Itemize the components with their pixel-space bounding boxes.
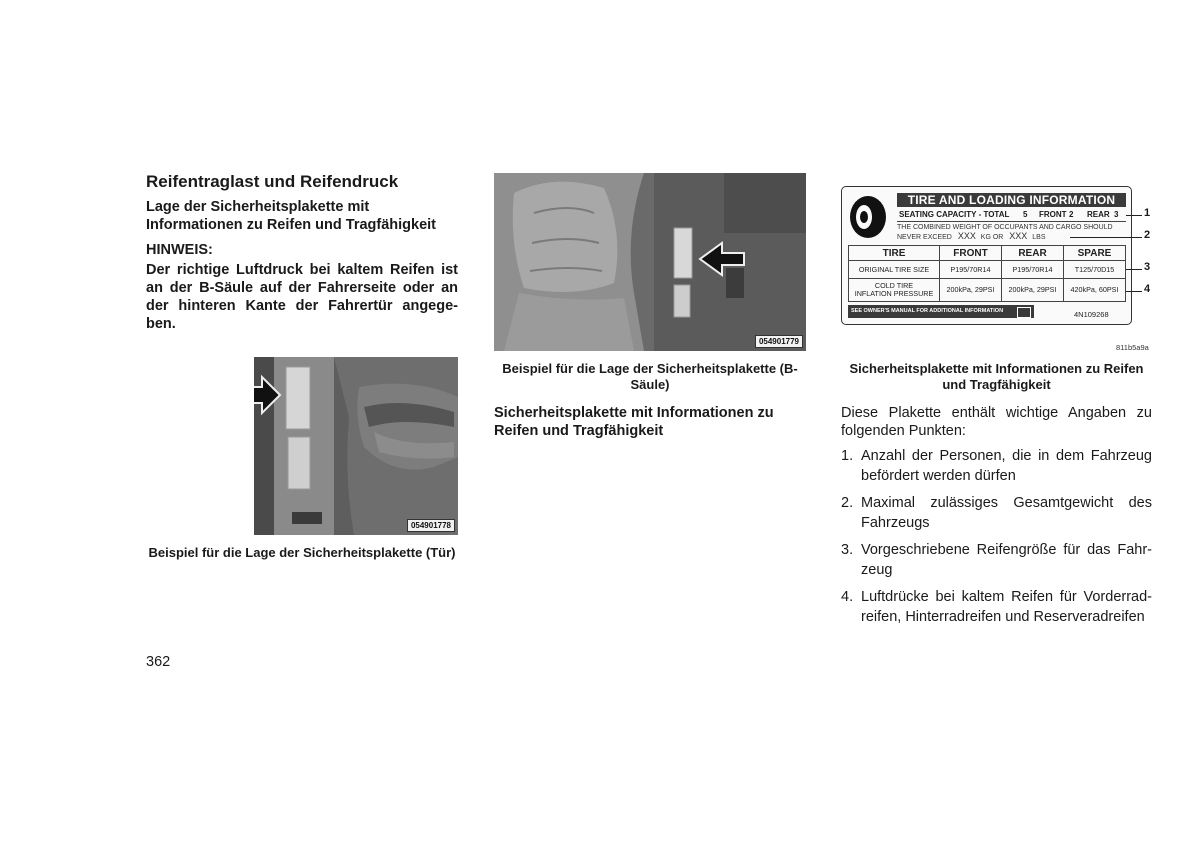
callout-line-4 (1126, 291, 1142, 292)
list-num: 3. (841, 542, 854, 558)
row-pressure-label (849, 279, 940, 302)
weight-never-exceed: NEVER EXCEED (897, 234, 952, 241)
front-label: FRONT (1039, 210, 1067, 219)
seating-total: 5 (1023, 210, 1028, 219)
page-number: 362 (146, 654, 171, 670)
note-body: Der richtige Luftdruck bei kaltem Reifen ist an der B-Säule auf der Fahrerseite oder an der hinteren Kante der Fahrertür angege-ben. (146, 262, 458, 332)
label-seating-row (897, 209, 1126, 222)
row-size-spare: T125/70D15 (1064, 261, 1126, 279)
callout-line-2 (1070, 237, 1142, 238)
front-value: 2 (1069, 210, 1074, 219)
list-item (841, 494, 1152, 533)
pressure-label-2: INFLATION PRESSURE (854, 289, 934, 298)
row-size-rear: P195/70R14 (1002, 261, 1064, 279)
label-weight-text (897, 223, 1126, 242)
weight-kg-or: KG OR (980, 234, 1004, 241)
figure-id: 811b5a9a (1116, 343, 1149, 352)
weight-xxx-kg: XXX (957, 231, 976, 241)
info-list (841, 447, 1152, 635)
caption-b-pillar: Beispiel für die Lage der Sicherheitsplakette (B-Säule) (502, 361, 798, 392)
subheading-label-info: Sicherheitsplakette mit Informationen zu Reifen und Tragfähigkeit (494, 405, 774, 439)
label-header: TIRE AND LOADING INFORMATION (897, 193, 1126, 207)
pressure-label-1: COLD TIRE (874, 281, 914, 290)
seating-label: SEATING CAPACITY - TOTAL (899, 210, 1010, 219)
list-text: Vorgeschriebene Reifengröße für das Fahr-zeug (861, 542, 1152, 578)
b-pillar-photo (494, 173, 806, 351)
row-pressure-spare: 420kPa, 60PSI (1064, 279, 1126, 302)
photo-code: 054901779 (755, 335, 803, 348)
row-size-front: P195/70R14 (940, 261, 1002, 279)
weight-xxx-lbs: XXX (1009, 231, 1028, 241)
callout-4: 4 (1144, 283, 1151, 295)
list-text: Anzahl der Personen, die in dem Fahrzeug befördert werden dürfen (861, 448, 1152, 484)
col-front: FRONT (940, 246, 1002, 261)
callout-3: 3 (1144, 261, 1151, 273)
row-pressure-front: 200kPa, 29PSI (940, 279, 1002, 302)
label-part-number: 4N109268 (1074, 310, 1109, 319)
subheading-label-location: Lage der Sicherheitsplakette mit Informationen zu Reifen und Tragfähigkeit (146, 199, 437, 233)
book-icon (1017, 307, 1031, 318)
list-item (841, 588, 1152, 627)
photo-code: 054901778 (407, 519, 455, 532)
list-num: 2. (841, 495, 854, 511)
label-footer (848, 305, 1034, 318)
list-text: Maximal zulässiges Gesamtgewicht des Fahrzeugs (861, 495, 1152, 531)
list-num: 1. (841, 448, 854, 464)
callout-line-3 (1126, 269, 1142, 270)
weight-lbs: LBS (1032, 234, 1046, 241)
col-tire: TIRE (849, 246, 940, 261)
row-size-label: ORIGINAL TIRE SIZE (849, 261, 940, 279)
note-title: HINWEIS: (146, 242, 213, 258)
footer-text: SEE OWNER'S MANUAL FOR ADDITIONAL INFORMATION (851, 308, 1004, 314)
callout-1: 1 (1144, 207, 1151, 219)
label-tire-table (848, 245, 1126, 302)
weight-line1: THE COMBINED WEIGHT OF OCCUPANTS AND CARGO SHOULD (897, 224, 1113, 231)
caption-label: Sicherheitsplakette mit Informationen zu Reifen und Tragfähigkeit (849, 361, 1144, 392)
callout-2: 2 (1144, 229, 1151, 241)
tire-icon (848, 194, 888, 240)
list-num: 4. (841, 589, 854, 605)
col-rear: REAR (1002, 246, 1064, 261)
list-text: Luftdrücke bei kaltem Reifen für Vorderrad-reifen, Hinterradreifen und Reserveradreifen (861, 589, 1152, 625)
row-pressure-rear: 200kPa, 29PSI (1002, 279, 1064, 302)
list-item (841, 447, 1152, 486)
callout-line-1 (1126, 215, 1142, 216)
door-photo (254, 357, 458, 535)
body-text: Diese Plakette enthält wichtige Angaben zu folgenden Punkten: (841, 405, 1152, 439)
tire-loading-label (841, 186, 1132, 325)
caption-door: Beispiel für die Lage der Sicherheitsplakette (Tür) (148, 545, 456, 560)
col-spare: SPARE (1064, 246, 1126, 261)
rear-label: REAR (1087, 210, 1110, 219)
list-item (841, 541, 1152, 580)
rear-value: 3 (1114, 210, 1119, 219)
section-heading: Reifentraglast und Reifendruck (146, 172, 399, 191)
